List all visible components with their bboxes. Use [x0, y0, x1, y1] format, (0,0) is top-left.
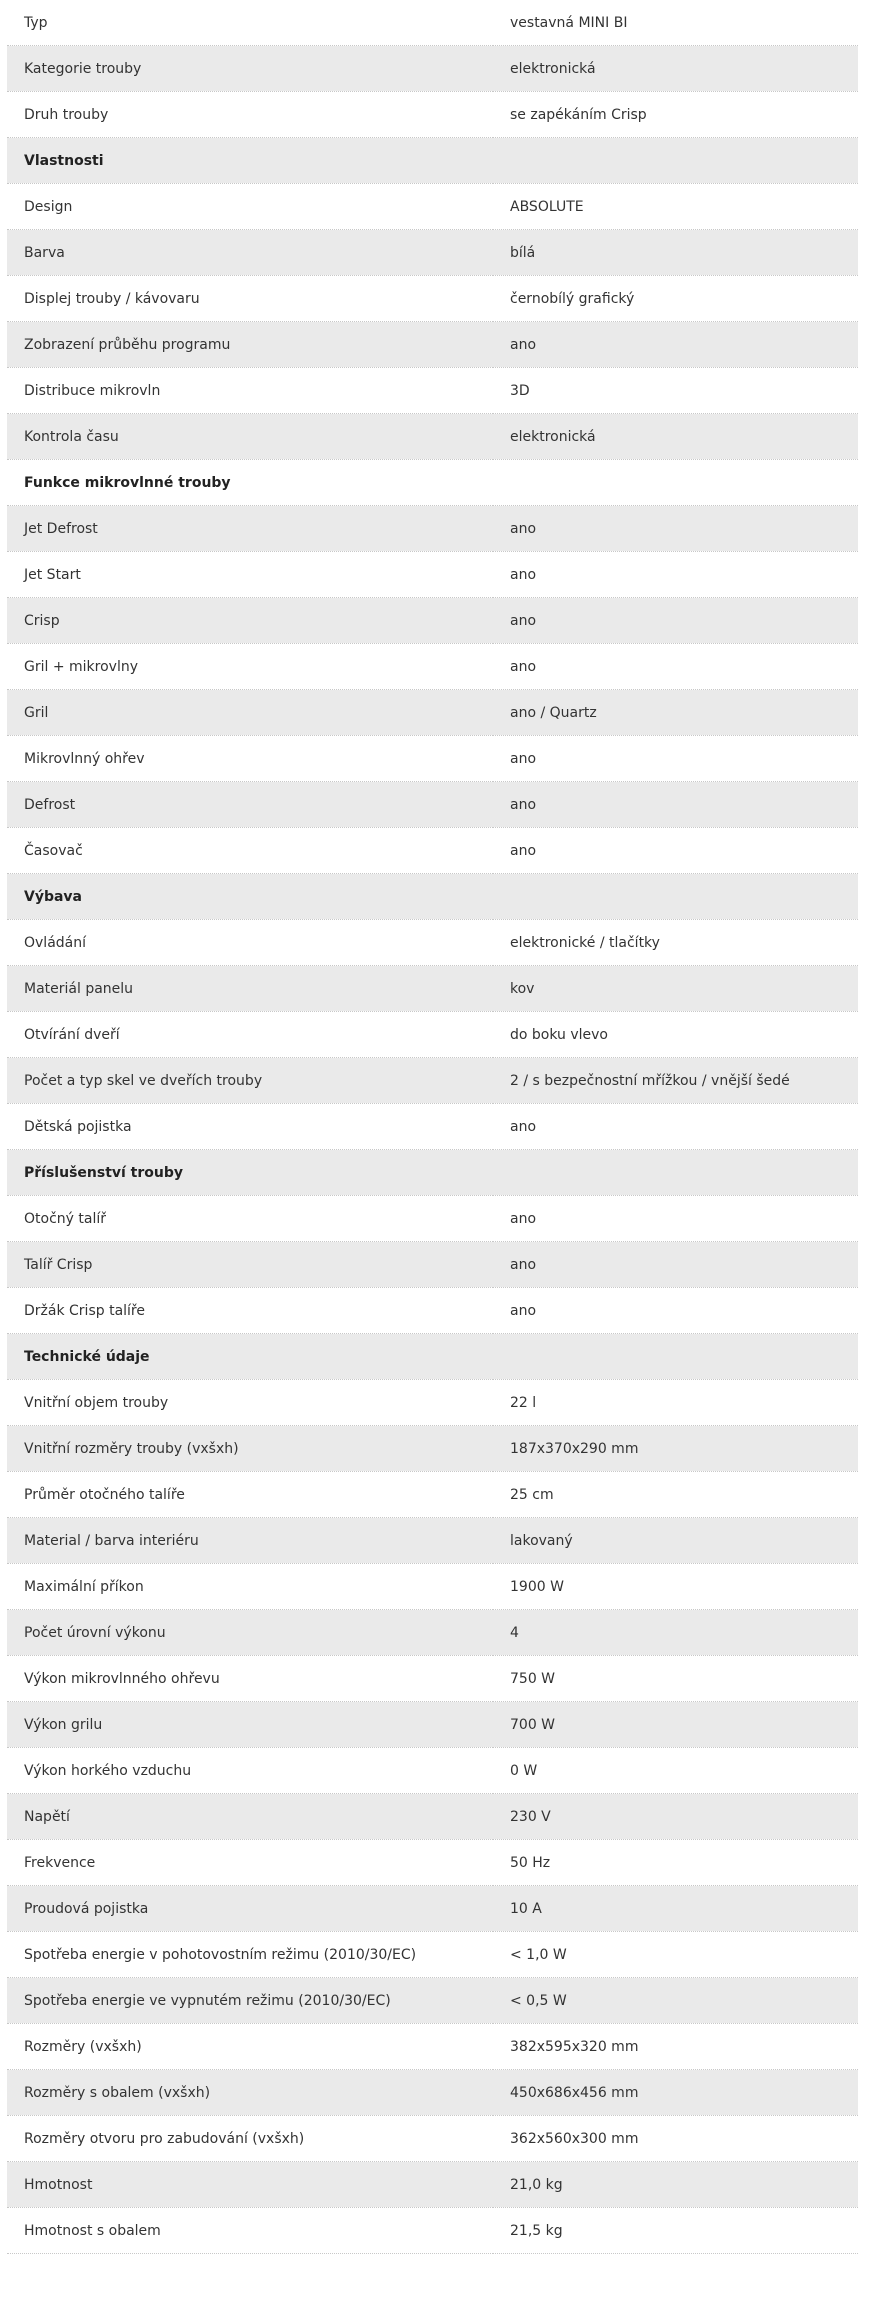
section-title: Výbava [7, 874, 493, 920]
spec-row [7, 828, 858, 874]
spec-value: ano [493, 322, 858, 368]
spec-label: Hmotnost [7, 2162, 493, 2208]
section-title: Příslušenství trouby [7, 1150, 493, 1196]
spec-value: ano [493, 506, 858, 552]
spec-value: 382x595x320 mm [493, 2024, 858, 2070]
spec-row [7, 1610, 858, 1656]
spec-label: Kontrola času [7, 414, 493, 460]
spec-label: Rozměry (vxšxh) [7, 2024, 493, 2070]
spec-value: 450x686x456 mm [493, 2070, 858, 2116]
spec-label: Výkon grilu [7, 1702, 493, 1748]
spec-value: 750 W [493, 1656, 858, 1702]
spec-row [7, 1518, 858, 1564]
spec-label: Otočný talíř [7, 1196, 493, 1242]
spec-value: ano [493, 1288, 858, 1334]
spec-value: 187x370x290 mm [493, 1426, 858, 1472]
spec-value: 50 Hz [493, 1840, 858, 1886]
spec-value: 21,0 kg [493, 2162, 858, 2208]
spec-row [7, 920, 858, 966]
spec-value: lakovaný [493, 1518, 858, 1564]
spec-label: Ovládání [7, 920, 493, 966]
spec-value: černobílý grafický [493, 276, 858, 322]
spec-label: Design [7, 184, 493, 230]
spec-row [7, 782, 858, 828]
spec-row [7, 1840, 858, 1886]
spec-row [7, 1012, 858, 1058]
spec-row [7, 1288, 858, 1334]
spec-row [7, 736, 858, 782]
spec-value: kov [493, 966, 858, 1012]
spec-row [7, 184, 858, 230]
spec-label: Napětí [7, 1794, 493, 1840]
spec-row [7, 1932, 858, 1978]
spec-table [7, 0, 858, 2254]
spec-label: Hmotnost s obalem [7, 2208, 493, 2254]
spec-row [7, 276, 858, 322]
spec-row [7, 2162, 858, 2208]
spec-value: 4 [493, 1610, 858, 1656]
spec-value: ano [493, 552, 858, 598]
spec-value: ABSOLUTE [493, 184, 858, 230]
spec-row [7, 0, 858, 46]
section-title: Funkce mikrovlnné trouby [7, 460, 493, 506]
spec-label: Gril [7, 690, 493, 736]
spec-value: ano / Quartz [493, 690, 858, 736]
spec-value: ano [493, 1242, 858, 1288]
spec-row [7, 1380, 858, 1426]
spec-value: 230 V [493, 1794, 858, 1840]
spec-value: 700 W [493, 1702, 858, 1748]
spec-value: 21,5 kg [493, 2208, 858, 2254]
spec-value: 3D [493, 368, 858, 414]
spec-row [7, 1886, 858, 1932]
spec-row [7, 414, 858, 460]
spec-value: elektronické / tlačítky [493, 920, 858, 966]
spec-value: 22 l [493, 1380, 858, 1426]
spec-value: do boku vlevo [493, 1012, 858, 1058]
spec-label: Časovač [7, 828, 493, 874]
spec-table-body [7, 0, 858, 2254]
spec-label: Počet úrovní výkonu [7, 1610, 493, 1656]
spec-value [493, 1334, 858, 1380]
spec-row [7, 1426, 858, 1472]
section-header-row [7, 460, 858, 506]
section-title: Technické údaje [7, 1334, 493, 1380]
spec-row [7, 552, 858, 598]
spec-row [7, 230, 858, 276]
spec-value: bílá [493, 230, 858, 276]
spec-label: Mikrovlnný ohřev [7, 736, 493, 782]
section-title: Vlastnosti [7, 138, 493, 184]
spec-label: Material / barva interiéru [7, 1518, 493, 1564]
spec-label: Spotřeba energie v pohotovostním režimu (2010/30/EC) [7, 1932, 493, 1978]
spec-label: Proudová pojistka [7, 1886, 493, 1932]
spec-label: Talíř Crisp [7, 1242, 493, 1288]
spec-label: Materiál panelu [7, 966, 493, 1012]
spec-value: ano [493, 828, 858, 874]
spec-row [7, 1196, 858, 1242]
spec-value: 1900 W [493, 1564, 858, 1610]
spec-row [7, 1472, 858, 1518]
spec-value [493, 138, 858, 184]
spec-row [7, 368, 858, 414]
spec-label: Výkon mikrovlnného ohřevu [7, 1656, 493, 1702]
spec-row [7, 644, 858, 690]
spec-value: ano [493, 736, 858, 782]
spec-row [7, 1058, 858, 1104]
spec-value: ano [493, 1104, 858, 1150]
spec-value: 0 W [493, 1748, 858, 1794]
spec-label: Průměr otočného talíře [7, 1472, 493, 1518]
spec-row [7, 1748, 858, 1794]
spec-value [493, 1150, 858, 1196]
spec-label: Druh trouby [7, 92, 493, 138]
spec-row [7, 1564, 858, 1610]
spec-label: Držák Crisp talíře [7, 1288, 493, 1334]
spec-label: Frekvence [7, 1840, 493, 1886]
spec-value: elektronická [493, 414, 858, 460]
spec-label: Gril + mikrovlny [7, 644, 493, 690]
spec-label: Výkon horkého vzduchu [7, 1748, 493, 1794]
spec-label: Jet Start [7, 552, 493, 598]
spec-label: Rozměry s obalem (vxšxh) [7, 2070, 493, 2116]
spec-row [7, 92, 858, 138]
spec-row [7, 46, 858, 92]
spec-value: < 1,0 W [493, 1932, 858, 1978]
spec-row [7, 690, 858, 736]
spec-label: Vnitřní rozměry trouby (vxšxh) [7, 1426, 493, 1472]
spec-row [7, 1794, 858, 1840]
section-header-row [7, 1150, 858, 1196]
spec-value: ano [493, 1196, 858, 1242]
spec-row [7, 1104, 858, 1150]
spec-label: Rozměry otvoru pro zabudování (vxšxh) [7, 2116, 493, 2162]
spec-value [493, 460, 858, 506]
spec-value: se zapékáním Crisp [493, 92, 858, 138]
spec-value: 10 A [493, 1886, 858, 1932]
spec-value: 2 / s bezpečnostní mřížkou / vnější šedé [493, 1058, 858, 1104]
spec-value: 362x560x300 mm [493, 2116, 858, 2162]
spec-row [7, 506, 858, 552]
spec-value [493, 874, 858, 920]
section-header-row [7, 874, 858, 920]
spec-row [7, 598, 858, 644]
spec-label: Zobrazení průběhu programu [7, 322, 493, 368]
spec-label: Defrost [7, 782, 493, 828]
spec-value: 25 cm [493, 1472, 858, 1518]
spec-value: ano [493, 782, 858, 828]
spec-label: Distribuce mikrovln [7, 368, 493, 414]
spec-label: Dětská pojistka [7, 1104, 493, 1150]
spec-value: ano [493, 644, 858, 690]
spec-row [7, 1242, 858, 1288]
spec-label: Displej trouby / kávovaru [7, 276, 493, 322]
spec-row [7, 322, 858, 368]
spec-row [7, 1702, 858, 1748]
spec-value: < 0,5 W [493, 1978, 858, 2024]
spec-label: Maximální příkon [7, 1564, 493, 1610]
spec-label: Crisp [7, 598, 493, 644]
spec-row [7, 1978, 858, 2024]
spec-row [7, 2070, 858, 2116]
spec-row [7, 2208, 858, 2254]
spec-row [7, 1656, 858, 1702]
spec-row [7, 966, 858, 1012]
spec-label: Vnitřní objem trouby [7, 1380, 493, 1426]
spec-label: Typ [7, 0, 493, 46]
spec-label: Barva [7, 230, 493, 276]
spec-label: Kategorie trouby [7, 46, 493, 92]
spec-value: vestavná MINI BI [493, 0, 858, 46]
spec-label: Spotřeba energie ve vypnutém režimu (2010/30/EC) [7, 1978, 493, 2024]
spec-row [7, 2116, 858, 2162]
spec-value: elektronická [493, 46, 858, 92]
spec-label: Jet Defrost [7, 506, 493, 552]
section-header-row [7, 138, 858, 184]
spec-row [7, 2024, 858, 2070]
section-header-row [7, 1334, 858, 1380]
spec-label: Počet a typ skel ve dveřích trouby [7, 1058, 493, 1104]
spec-value: ano [493, 598, 858, 644]
spec-label: Otvírání dveří [7, 1012, 493, 1058]
